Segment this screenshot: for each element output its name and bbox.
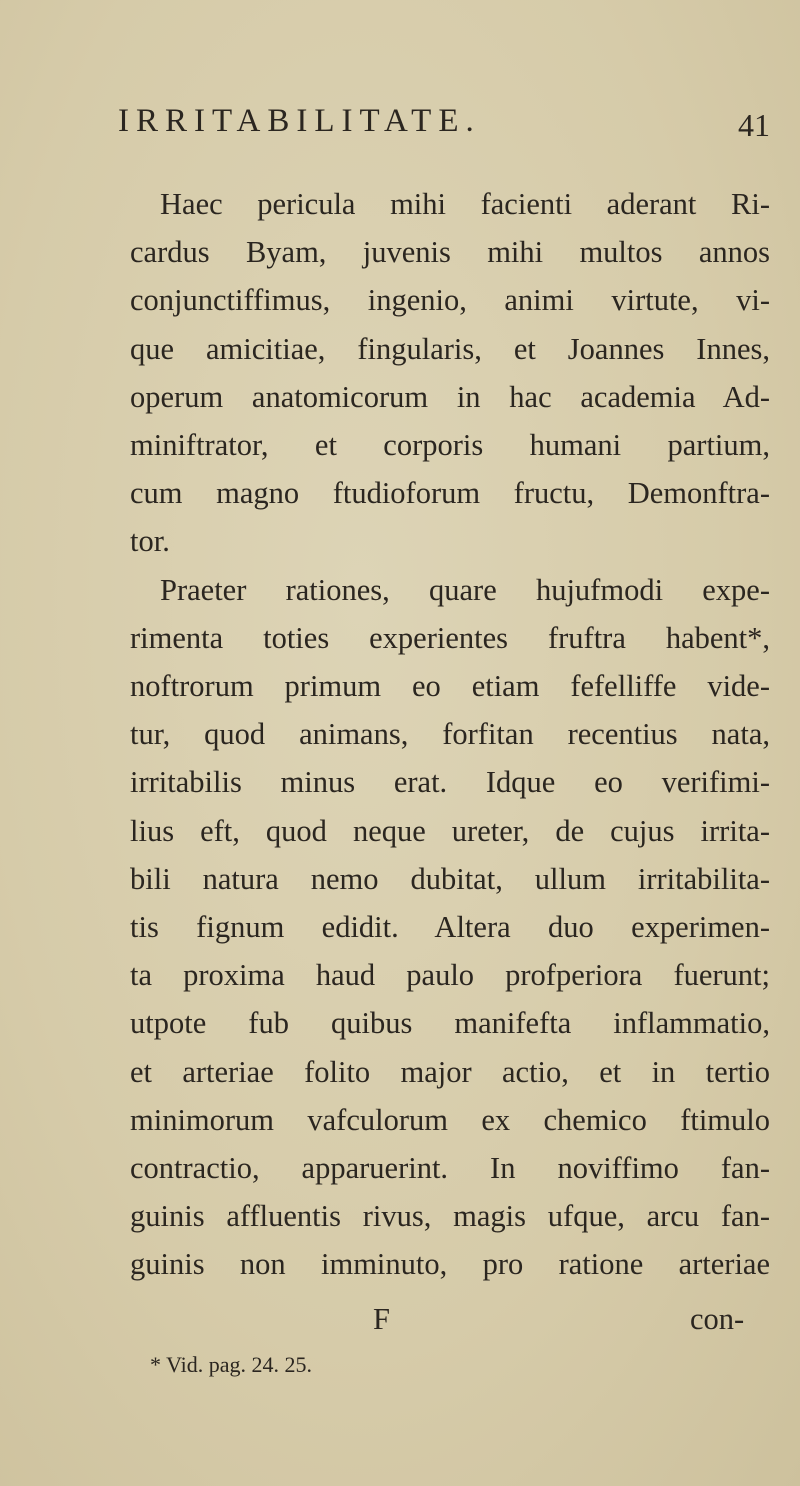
- text-line: tur, quod animans, forfitan recentius nata,: [130, 717, 770, 752]
- text-line: guinis affluentis rivus, magis ufque, arcu fan-: [130, 1199, 770, 1234]
- text-line: rimenta toties experientes fruftra habent*,: [130, 620, 770, 655]
- catchword: con-: [690, 1302, 745, 1336]
- text-line: tor.: [130, 524, 170, 559]
- text-line: Haec pericula mihi facienti aderant Ri-: [160, 187, 770, 221]
- text-line: irritabilis minus erat. Idque eo verifimi-: [130, 765, 770, 800]
- text-line: noftrorum primum eo etiam fefelliffe vide-: [130, 669, 770, 703]
- text-line: conjunctiffimus, ingenio, animi virtute, vi-: [130, 283, 770, 318]
- text-line: minimorum vafculorum ex chemico ftimulo: [130, 1102, 770, 1137]
- text-line: cum magno ftudioforum fructu, Demonftra-: [130, 476, 770, 511]
- text-line: que amicitiae, fingularis, et Joannes Innes,: [130, 331, 770, 366]
- text-line: ta proxima haud paulo profperiora fuerunt;: [130, 958, 770, 993]
- text-line: operum anatomicorum in hac academia Ad-: [130, 379, 770, 414]
- text-line: contractio, apparuerint. In noviffimo fan-: [130, 1151, 770, 1185]
- text-line: miniftrator, et corporis humani partium,: [130, 428, 770, 462]
- text-line: bili natura nemo dubitat, ullum irritabilita-: [130, 861, 770, 896]
- running-head: [118, 103, 778, 143]
- page-number: 41: [738, 107, 770, 143]
- text-line: cardus Byam, juvenis mihi multos annos: [130, 235, 770, 270]
- text-line: lius eft, quod neque ureter, de cujus irrita-: [130, 813, 770, 848]
- running-head-title: IRRITABILITATE.: [118, 103, 481, 139]
- text-line: utpote fub quibus manifefta inflammatio,: [130, 1006, 770, 1041]
- text-line: Praeter rationes, quare hujufmodi expe-: [160, 572, 770, 607]
- footnote: * Vid. pag. 24. 25.: [150, 1352, 313, 1377]
- text-line: et arteriae folito major actio, et in tertio: [130, 1054, 770, 1089]
- text-line: tis fignum edidit. Altera duo experimen-: [130, 910, 770, 944]
- text-line: guinis non imminuto, pro ratione arteriae: [130, 1247, 770, 1282]
- signature-mark: F: [373, 1302, 390, 1336]
